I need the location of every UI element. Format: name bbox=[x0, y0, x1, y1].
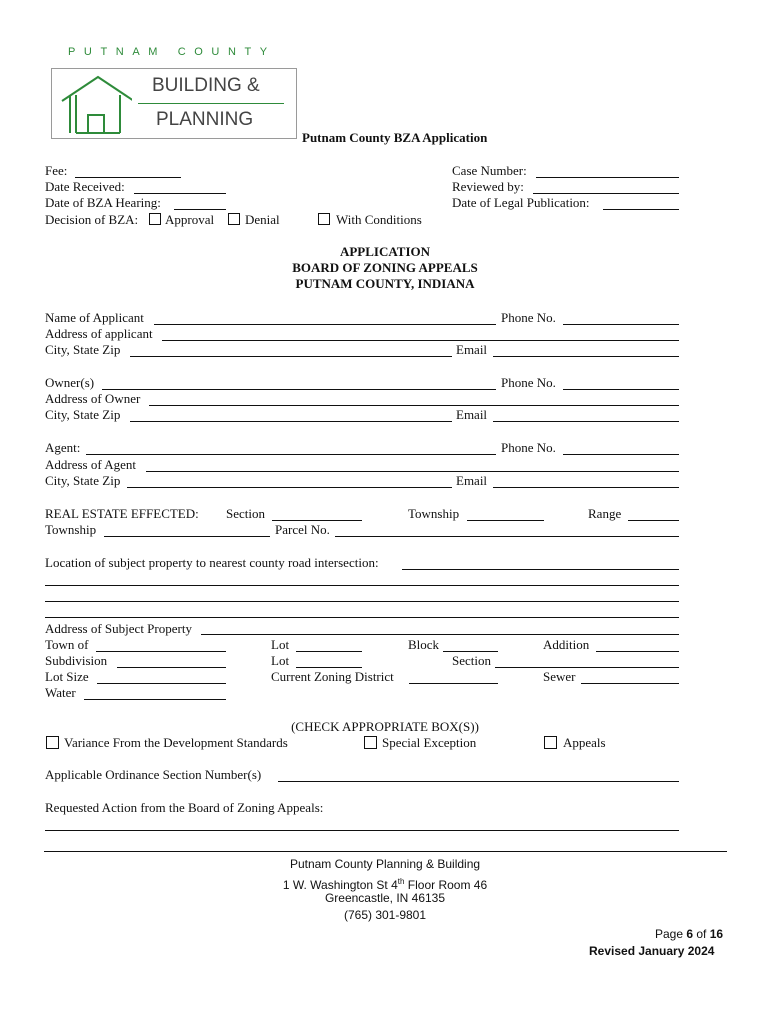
footer-city: Greencastle, IN 46135 bbox=[324, 891, 446, 905]
parcel-field[interactable] bbox=[335, 536, 679, 537]
sewer-field[interactable] bbox=[581, 683, 679, 684]
location-field-3[interactable] bbox=[45, 601, 679, 602]
addition-label: Addition bbox=[543, 637, 590, 652]
township-label: Township bbox=[408, 506, 460, 521]
lot-field[interactable] bbox=[296, 651, 362, 652]
lot-size-label: Lot Size bbox=[45, 669, 89, 684]
appeals-checkbox[interactable] bbox=[544, 736, 557, 749]
block-field[interactable] bbox=[443, 651, 498, 652]
agent-address-field[interactable] bbox=[146, 471, 679, 472]
agent-name-field[interactable] bbox=[86, 454, 496, 455]
date-received-field[interactable] bbox=[134, 193, 226, 194]
case-number-label: Case Number: bbox=[452, 163, 527, 178]
sewer-label: Sewer bbox=[543, 669, 576, 684]
house-icon bbox=[60, 73, 132, 135]
owner-city-field[interactable] bbox=[130, 421, 452, 422]
appeals-label: Appeals bbox=[563, 735, 606, 750]
revised-date: Revised January 2024 bbox=[589, 944, 715, 958]
logo-line2: PLANNING bbox=[156, 109, 254, 130]
location-field-1[interactable] bbox=[402, 569, 679, 570]
town-label: Town of bbox=[45, 637, 89, 652]
ordinance-label: Applicable Ordinance Section Number(s) bbox=[45, 767, 262, 782]
page-total: 16 bbox=[709, 927, 724, 941]
denial-label: Denial bbox=[245, 212, 280, 227]
footer-divider bbox=[44, 851, 727, 852]
footer-address-sup: th bbox=[397, 877, 405, 886]
ordinance-field[interactable] bbox=[278, 781, 679, 782]
heading-board: BOARD OF ZONING APPEALS bbox=[292, 260, 478, 275]
section2-field[interactable] bbox=[495, 667, 679, 668]
requested-action-label: Requested Action from the Board of Zoning Appeals: bbox=[45, 800, 324, 815]
section2-label: Section bbox=[452, 653, 491, 668]
page-prefix: Page bbox=[655, 927, 687, 941]
legal-publication-field[interactable] bbox=[603, 209, 679, 210]
addition-field[interactable] bbox=[596, 651, 679, 652]
approval-checkbox[interactable] bbox=[149, 213, 161, 225]
township2-label: Township bbox=[45, 522, 97, 537]
page-current: 6 bbox=[686, 927, 694, 941]
owner-email-label: Email bbox=[456, 407, 488, 422]
section-label: Section bbox=[226, 506, 265, 521]
owner-name-field[interactable] bbox=[102, 389, 496, 390]
range-label: Range bbox=[588, 506, 622, 521]
fee-field[interactable] bbox=[75, 177, 181, 178]
heading-county: PUTNAM COUNTY, INDIANA bbox=[295, 276, 475, 291]
lot-size-field[interactable] bbox=[97, 683, 226, 684]
county-logo-text: PUTNAM COUNTY bbox=[68, 46, 276, 58]
applicant-city-field[interactable] bbox=[130, 356, 452, 357]
denial-checkbox[interactable] bbox=[228, 213, 240, 225]
variance-label: Variance From the Development Standards bbox=[64, 735, 288, 750]
variance-checkbox[interactable] bbox=[46, 736, 59, 749]
footer-address-pre: 1 W. Washington St 4 bbox=[282, 878, 398, 892]
footer-office: Putnam County Planning & Building bbox=[289, 857, 481, 871]
special-exception-label: Special Exception bbox=[382, 735, 477, 750]
agent-city-field[interactable] bbox=[127, 487, 452, 488]
applicant-email-field[interactable] bbox=[493, 356, 679, 357]
subdivision-label: Subdivision bbox=[45, 653, 108, 668]
township2-field[interactable] bbox=[104, 536, 270, 537]
owner-address-label: Address of Owner bbox=[45, 391, 141, 406]
applicant-phone-field[interactable] bbox=[563, 324, 679, 325]
owner-city-label: City, State Zip bbox=[45, 407, 121, 422]
zoning-label: Current Zoning District bbox=[271, 669, 394, 684]
section-field[interactable] bbox=[272, 520, 362, 521]
location-label: Location of subject property to nearest county road intersection: bbox=[45, 555, 379, 570]
town-field[interactable] bbox=[96, 651, 226, 652]
real-estate-label: REAL ESTATE EFFECTED: bbox=[45, 506, 199, 521]
applicant-email-label: Email bbox=[456, 342, 488, 357]
owner-email-field[interactable] bbox=[493, 421, 679, 422]
applicant-phone-label: Phone No. bbox=[501, 310, 556, 325]
page-number bbox=[655, 926, 723, 942]
range-field[interactable] bbox=[628, 520, 679, 521]
property-address-field[interactable] bbox=[201, 634, 679, 635]
agent-name-label: Agent: bbox=[45, 440, 81, 455]
special-exception-checkbox[interactable] bbox=[364, 736, 377, 749]
with-conditions-checkbox[interactable] bbox=[318, 213, 330, 225]
agent-email-field[interactable] bbox=[493, 487, 679, 488]
legal-publication-label: Date of Legal Publication: bbox=[452, 195, 590, 210]
agent-phone-field[interactable] bbox=[563, 454, 679, 455]
agent-phone-label: Phone No. bbox=[501, 440, 556, 455]
owner-phone-label: Phone No. bbox=[501, 375, 556, 390]
water-field[interactable] bbox=[84, 699, 226, 700]
location-field-4[interactable] bbox=[45, 617, 679, 618]
requested-action-field[interactable] bbox=[45, 830, 679, 831]
fee-label: Fee: bbox=[45, 163, 68, 178]
township-field[interactable] bbox=[467, 520, 544, 521]
subdivision-field[interactable] bbox=[117, 667, 226, 668]
check-heading: (CHECK APPROPRIATE BOX(S)) bbox=[291, 719, 479, 734]
reviewed-by-field[interactable] bbox=[533, 193, 679, 194]
lot2-label: Lot bbox=[271, 653, 290, 668]
page-of: of bbox=[693, 927, 710, 941]
owner-address-field[interactable] bbox=[149, 405, 679, 406]
logo-line1: BUILDING & bbox=[152, 75, 260, 96]
applicant-name-field[interactable] bbox=[154, 324, 496, 325]
logo-frame bbox=[51, 68, 297, 139]
with-conditions-label: With Conditions bbox=[336, 212, 422, 227]
agent-email-label: Email bbox=[456, 473, 488, 488]
applicant-city-label: City, State Zip bbox=[45, 342, 121, 357]
parcel-label: Parcel No. bbox=[275, 522, 330, 537]
date-received-label: Date Received: bbox=[45, 179, 125, 194]
heading-application: APPLICATION bbox=[339, 244, 431, 259]
logo-divider bbox=[138, 103, 284, 104]
property-address-label: Address of Subject Property bbox=[45, 621, 192, 636]
owner-phone-field[interactable] bbox=[563, 389, 679, 390]
lot2-field[interactable] bbox=[296, 667, 362, 668]
page-title: Putnam County BZA Application bbox=[302, 130, 488, 145]
applicant-address-label: Address of applicant bbox=[45, 326, 153, 341]
applicant-address-field[interactable] bbox=[162, 340, 679, 341]
water-label: Water bbox=[45, 685, 76, 700]
footer-address-post: Floor Room 46 bbox=[404, 878, 488, 892]
footer-phone: (765) 301-9801 bbox=[343, 908, 427, 922]
agent-address-label: Address of Agent bbox=[45, 457, 136, 472]
applicant-name-label: Name of Applicant bbox=[45, 310, 144, 325]
location-field-2[interactable] bbox=[45, 585, 679, 586]
block-label: Block bbox=[408, 637, 440, 652]
hearing-date-label: Date of BZA Hearing: bbox=[45, 195, 161, 210]
hearing-date-field[interactable] bbox=[174, 209, 226, 210]
case-number-field[interactable] bbox=[536, 177, 679, 178]
decision-label: Decision of BZA: bbox=[45, 212, 139, 227]
lot-label: Lot bbox=[271, 637, 290, 652]
approval-label: Approval bbox=[165, 212, 215, 227]
zoning-field[interactable] bbox=[409, 683, 498, 684]
reviewed-by-label: Reviewed by: bbox=[452, 179, 524, 194]
agent-city-label: City, State Zip bbox=[45, 473, 121, 488]
owner-name-label: Owner(s) bbox=[45, 375, 95, 390]
